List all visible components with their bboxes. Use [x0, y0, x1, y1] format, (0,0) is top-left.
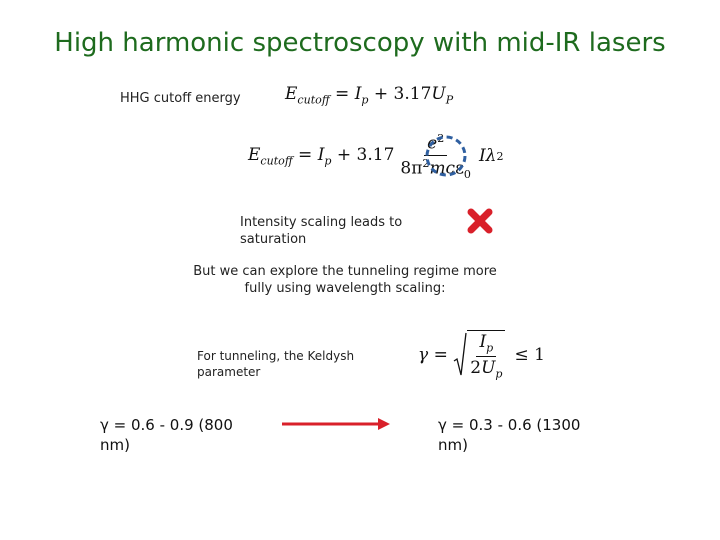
wavelength-note: But we can explore the tunneling regime more fully using wavelength scaling:: [193, 264, 497, 296]
keldysh-equation: γ = $\frac{I_p}{2U_p}$ ≤ 1: [418, 332, 545, 380]
keldysh-label: For tunneling, the Keldysh parameter: [197, 349, 355, 379]
dashed-circle-highlight: [424, 134, 468, 178]
cutoff-equation-short: $E_{cutoff} = I_p + 3.17U_P$: [285, 84, 454, 107]
gamma-1300nm: γ = 0.3 - 0.6 (1300 nm): [438, 416, 581, 454]
cutoff-equation-full: $E_{cutoff} = I_p + 3.17$ $\frac{e^2}{8\pi^2mc\varepsilon_0}$ I λ 2: [248, 132, 504, 181]
sqrt-sign-icon: [453, 331, 467, 379]
gamma-800nm: γ = 0.6 - 0.9 (800 nm): [100, 416, 233, 454]
red-cross-icon: [466, 207, 494, 235]
right-arrow-icon: [282, 415, 392, 433]
slide-title: High harmonic spectroscopy with mid-IR lasers: [54, 28, 666, 58]
intensity-note: Intensity scaling leads to saturation: [240, 215, 403, 247]
cutoff-label: HHG cutoff energy: [120, 91, 241, 106]
